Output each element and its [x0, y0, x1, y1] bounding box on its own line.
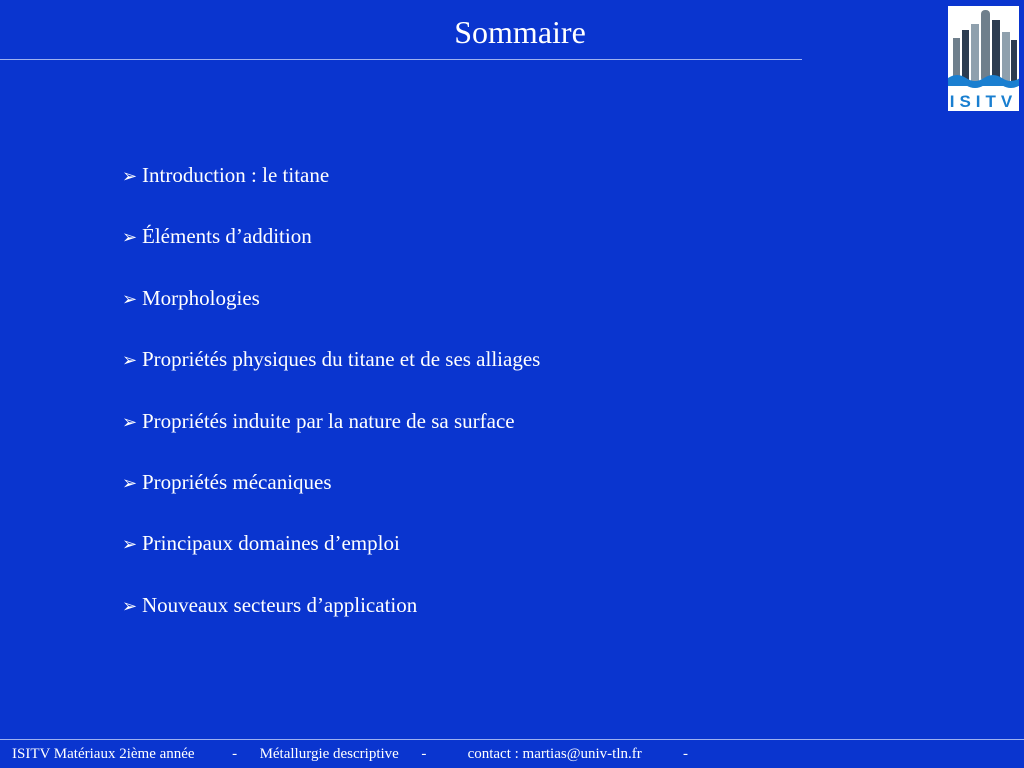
slide-footer: ISITV Matériaux 2ième année - Métallurgie descriptive - contact : martias@univ-tln.fr - — [12, 746, 688, 762]
summary-item-text: Nouveaux secteurs d’application — [142, 592, 418, 617]
arrow-bullet-icon: ➢ — [122, 227, 138, 248]
summary-item — [122, 465, 540, 499]
summary-item-text: Introduction : le titane — [142, 163, 330, 187]
arrow-bullet-icon: ➢ — [122, 472, 138, 493]
logo-text: ISITV — [949, 92, 1018, 111]
footer-divider — [0, 739, 1024, 740]
summary-list — [122, 158, 540, 649]
slide-title: Sommaire — [454, 14, 586, 50]
summary-item-text: Principaux domaines d’emploi — [142, 531, 400, 556]
arrow-bullet-icon: ➢ — [122, 288, 138, 309]
summary-item-text: Éléments d’addition — [142, 224, 312, 249]
summary-item — [122, 158, 540, 192]
summary-item — [122, 588, 540, 622]
arrow-bullet-icon: ➢ — [122, 595, 138, 616]
summary-item-text: Propriétés induite par la nature de sa surface — [142, 408, 515, 433]
arrow-bullet-icon: ➢ — [122, 411, 138, 432]
arrow-bullet-icon: ➢ — [122, 534, 138, 555]
summary-item — [122, 219, 540, 253]
summary-item-text: Morphologies — [142, 285, 260, 310]
summary-item-text: Propriétés mécaniques — [142, 469, 332, 494]
summary-item — [122, 404, 540, 438]
summary-item — [122, 281, 540, 315]
title-divider — [0, 59, 802, 60]
summary-item — [122, 526, 540, 560]
arrow-bullet-icon: ➢ — [122, 350, 138, 371]
summary-item-text: Propriétés physiques du titane et de ses alliages — [142, 347, 541, 372]
arrow-bullet-icon: ➢ — [122, 166, 138, 186]
isitv-logo — [948, 6, 1019, 111]
summary-item — [122, 342, 540, 376]
